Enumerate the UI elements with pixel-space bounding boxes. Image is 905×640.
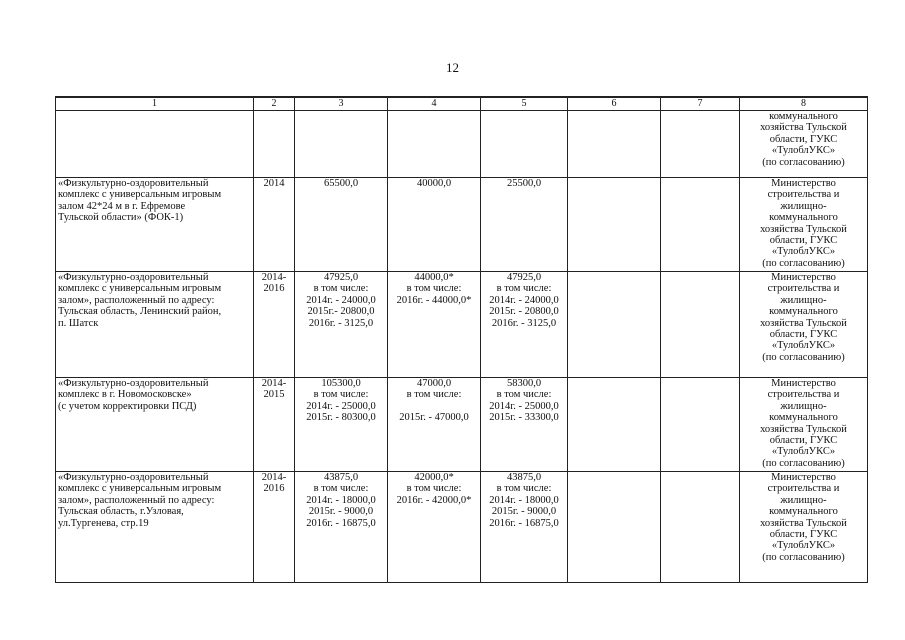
- cell-line: в том числе:: [313, 483, 369, 495]
- cell-line: хозяйства Тульской: [760, 223, 847, 235]
- cell-line: «ТулоблУКС»: [771, 340, 836, 352]
- cell-line: строительства и: [767, 483, 840, 495]
- cell-line: (по согласованию): [762, 551, 845, 563]
- cell-line: Тульская область, Ленинский район,: [58, 306, 222, 318]
- executor-cell: [740, 472, 868, 583]
- cell-line: п. Шатск: [58, 317, 99, 329]
- col6-cell: [568, 378, 661, 472]
- total-amount-cell: [295, 178, 388, 272]
- cell-line: ул.Тургенева, стр.19: [58, 517, 149, 529]
- cell-line: (по согласованию): [762, 457, 845, 469]
- cell-line: (по согласованию): [762, 156, 845, 168]
- cell-line: области, ГУКС: [769, 133, 838, 145]
- cell-line: 25500,0: [506, 178, 542, 189]
- object-name-cell: [56, 378, 254, 472]
- executor-cell: [740, 378, 868, 472]
- executor-cell: [740, 272, 868, 378]
- table-row: [56, 178, 868, 272]
- cell-line: (с учетом корректировки ПСД): [58, 400, 197, 412]
- header-cell: 1: [56, 97, 254, 111]
- col6-cell: [568, 272, 661, 378]
- amount-col4-cell: [388, 178, 481, 272]
- cell-line: 2016г. - 16875,0: [306, 517, 376, 529]
- object-name-cell: [56, 111, 254, 178]
- cell-line: в том числе:: [406, 483, 462, 495]
- cell-line: 2014г. - 25000,0: [306, 400, 376, 412]
- cell-line: области, ГУКС: [769, 435, 838, 447]
- object-name-cell: [56, 472, 254, 583]
- col7-cell: [661, 378, 740, 472]
- amount-col4-cell: [388, 472, 481, 583]
- period-cell: [254, 472, 295, 583]
- cell-line: 2015г. - 9000,0: [308, 506, 374, 518]
- col7-cell: [661, 178, 740, 272]
- header-cell: 6: [568, 97, 661, 111]
- cell-line: 2014-: [261, 472, 287, 483]
- amount-col5-cell: [481, 272, 568, 378]
- cell-line: (по согласованию): [762, 257, 845, 269]
- cell-line: комплекс с универсальным игровым: [58, 483, 222, 495]
- cell-line: 2016г. - 3125,0: [308, 317, 374, 329]
- cell-line: Тульской области» (ФОК-1): [58, 212, 184, 224]
- cell-line: в том числе:: [496, 483, 552, 495]
- header-cell: 2: [254, 97, 295, 111]
- cell-line: 40000,0: [416, 178, 452, 189]
- cell-line: 2014г. - 18000,0: [489, 494, 559, 506]
- cell-line: жилищно-: [780, 200, 827, 212]
- cell-line: Министерство: [771, 272, 836, 283]
- cell-line: 58300,0: [506, 378, 542, 389]
- header-cell: 7: [661, 97, 740, 111]
- cell-line: «Физкультурно-оздоровительный: [58, 472, 209, 483]
- cell-line: 2016г. - 16875,0: [489, 517, 559, 529]
- col6-cell: [568, 111, 661, 178]
- cell-line: строительства и: [767, 189, 840, 201]
- cell-line: 2014г. - 24000,0: [306, 294, 376, 306]
- cell-line: 2015г. - 80300,0: [306, 412, 376, 424]
- cell-line: области, ГУКС: [769, 329, 838, 341]
- cell-line: коммунального: [769, 212, 838, 224]
- cell-line: строительства и: [767, 283, 840, 295]
- amount-col4-cell: [388, 111, 481, 178]
- col7-cell: [661, 272, 740, 378]
- table-row: [56, 378, 868, 472]
- cell-line: 2015г. - 20800,0: [489, 306, 559, 318]
- cell-line: хозяйства Тульской: [760, 423, 847, 435]
- page-number: 12: [446, 60, 459, 75]
- cell-line: Тульская область, г.Узловая,: [58, 506, 184, 518]
- cell-line: 105300,0: [321, 378, 361, 389]
- cell-line: комплекс с универсальным игровым: [58, 189, 222, 201]
- amount-col4-cell: [388, 272, 481, 378]
- cell-line: коммунального: [769, 306, 838, 318]
- amount-col5-cell: [481, 378, 568, 472]
- header-row: [56, 97, 868, 111]
- amount-col4-cell: [388, 378, 481, 472]
- executor-cell: [740, 111, 868, 178]
- total-amount-cell: [295, 472, 388, 583]
- cell-line: «ТулоблУКС»: [771, 540, 836, 552]
- cell-line: коммунального: [769, 412, 838, 424]
- header-cell: 4: [388, 97, 481, 111]
- cell-line: в том числе:: [406, 389, 462, 401]
- amount-col5-cell: [481, 472, 568, 583]
- executor-cell: [740, 178, 868, 272]
- cell-line: в том числе:: [496, 389, 552, 401]
- col6-cell: [568, 472, 661, 583]
- period-cell: [254, 272, 295, 378]
- cell-line: области, ГУКС: [769, 235, 838, 247]
- total-amount-cell: [295, 378, 388, 472]
- cell-line: жилищно-: [780, 494, 827, 506]
- amount-col5-cell: [481, 178, 568, 272]
- cell-line: залом», расположенный по адресу:: [58, 494, 215, 506]
- cell-line: Министерство: [771, 378, 836, 389]
- cell-line: коммунального: [769, 111, 838, 122]
- header-cell: 5: [481, 97, 568, 111]
- cell-line: 42000,0*: [414, 472, 454, 483]
- cell-line: хозяйства Тульской: [760, 122, 847, 134]
- cell-line: «Физкультурно-оздоровительный: [58, 178, 209, 189]
- cell-line: 2014г. - 25000,0: [489, 400, 559, 412]
- cell-line: «ТулоблУКС»: [771, 145, 836, 157]
- period-cell: [254, 178, 295, 272]
- cell-line: 43875,0: [323, 472, 359, 483]
- header-cell: 8: [740, 97, 868, 111]
- program-table: [55, 96, 868, 583]
- cell-line: в том числе:: [406, 283, 462, 295]
- cell-line: 2016: [263, 483, 285, 495]
- cell-line: «ТулоблУКС»: [771, 246, 836, 258]
- cell-line: «ТулоблУКС»: [771, 446, 836, 458]
- cell-line: коммунального: [769, 506, 838, 518]
- col7-cell: [661, 472, 740, 583]
- cell-line: 2014-: [261, 272, 287, 283]
- object-name-cell: [56, 178, 254, 272]
- cell-line: «Физкультурно-оздоровительный: [58, 272, 209, 283]
- cell-line: 2014г. - 24000,0: [489, 294, 559, 306]
- cell-line: комплекс в г. Новомосковске»: [58, 389, 192, 401]
- cell-line: 2015г. - 47000,0: [399, 412, 469, 424]
- cell-line: 2015г. - 33300,0: [489, 412, 559, 424]
- cell-line: в том числе:: [496, 283, 552, 295]
- cell-line: в том числе:: [313, 283, 369, 295]
- period-cell: [254, 378, 295, 472]
- cell-line: 43875,0: [506, 472, 542, 483]
- cell-line: 2015: [263, 389, 285, 401]
- header-cell: 3: [295, 97, 388, 111]
- cell-line: 2016г. - 42000,0*: [396, 494, 472, 506]
- cell-line: комплекс с универсальным игровым: [58, 283, 222, 295]
- table-row: [56, 111, 868, 178]
- cell-line: 2016г. - 3125,0: [491, 317, 557, 329]
- cell-line: Министерство: [771, 178, 836, 189]
- cell-line: [390, 401, 478, 412]
- cell-line: 47000,0: [416, 378, 452, 389]
- cell-line: жилищно-: [780, 294, 827, 306]
- cell-line: 2016: [263, 283, 285, 295]
- cell-line: 2014: [263, 178, 285, 189]
- cell-line: 2015г.- 20800,0: [307, 306, 375, 318]
- cell-line: 44000,0*: [414, 272, 454, 283]
- cell-line: 47925,0: [323, 272, 359, 283]
- table-row: [56, 472, 868, 583]
- total-amount-cell: [295, 272, 388, 378]
- cell-line: 65500,0: [323, 178, 359, 189]
- cell-line: 2014г. - 18000,0: [306, 494, 376, 506]
- col6-cell: [568, 178, 661, 272]
- cell-line: строительства и: [767, 389, 840, 401]
- cell-line: (по согласованию): [762, 351, 845, 363]
- cell-line: хозяйства Тульской: [760, 517, 847, 529]
- cell-line: «Физкультурно-оздоровительный: [58, 378, 209, 389]
- cell-line: в том числе:: [313, 389, 369, 401]
- table-row: [56, 272, 868, 378]
- cell-line: жилищно-: [780, 400, 827, 412]
- cell-line: залом 42*24 м в г. Ефремове: [58, 200, 186, 212]
- cell-line: залом», расположенный по адресу:: [58, 294, 215, 306]
- object-name-cell: [56, 272, 254, 378]
- cell-line: 2016г. - 44000,0*: [396, 294, 472, 306]
- cell-line: хозяйства Тульской: [760, 317, 847, 329]
- cell-line: 47925,0: [506, 272, 542, 283]
- cell-line: 2014-: [261, 378, 287, 389]
- col7-cell: [661, 111, 740, 178]
- cell-line: области, ГУКС: [769, 529, 838, 541]
- cell-line: 2015г. - 9000,0: [491, 506, 557, 518]
- total-amount-cell: [295, 111, 388, 178]
- cell-line: Министерство: [771, 472, 836, 483]
- period-cell: [254, 111, 295, 178]
- amount-col5-cell: [481, 111, 568, 178]
